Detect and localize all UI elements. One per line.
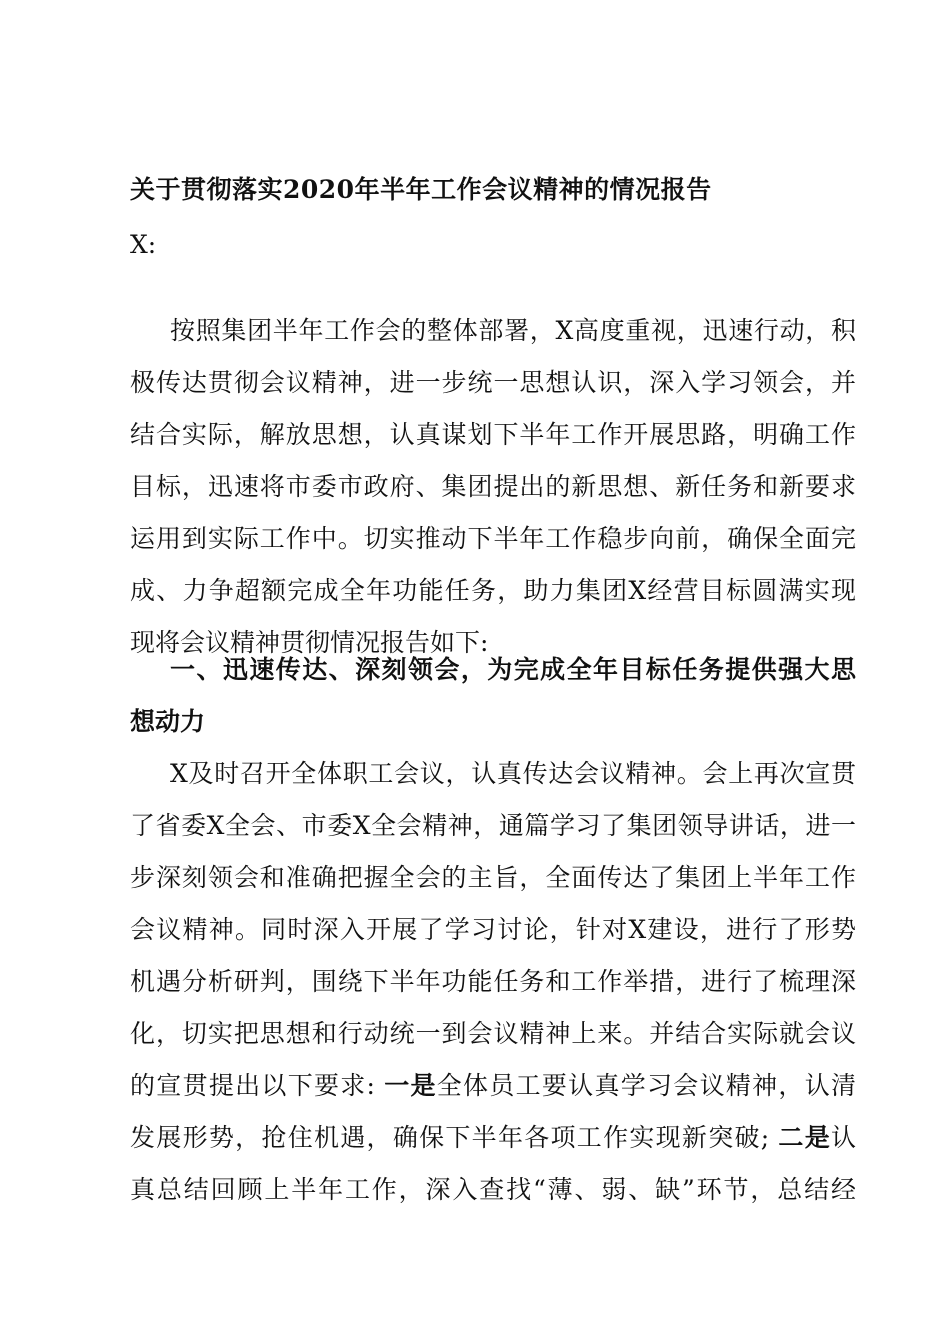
line-text: 的宣贯提出以下要求:: [130, 1071, 385, 1100]
paragraph-line: 结合实际，解放思想，认真谋划下半年工作开展思路，明确工作: [130, 420, 856, 449]
paragraph-line: 真总结回顾上半年工作，深入查找“薄、弱、缺”环节，总结经: [130, 1175, 856, 1204]
line-text: 认: [830, 1123, 856, 1152]
heading-line: 一、迅速传达、深刻领会，为完成全年目标任务提供强大思: [170, 655, 856, 684]
document-title: 关于贯彻落实2020年半年工作会议精神的情况报告: [130, 175, 712, 204]
paragraph-line-with-emphasis: [130, 1112, 856, 1164]
paragraph-line: 目标，迅速将市委市政府、集团提出的新思想、新任务和新要求: [130, 472, 856, 501]
paragraph-line: 成、力争超额完成全年功能任务，助力集团X经营目标圆满实现: [130, 576, 856, 605]
emphasis-text: 一是: [384, 1071, 437, 1100]
paragraph-line: 机遇分析研判，围绕下半年功能任务和工作举措，进行了梳理深: [130, 967, 856, 996]
paragraph-line: 化，切实把思想和行动统一到会议精神上来。并结合实际就会议: [130, 1019, 856, 1048]
paragraph-line: 现将会议精神贯彻情况报告如下:: [130, 628, 489, 657]
heading-line: 想动力: [130, 707, 206, 736]
paragraph-line: 按照集团半年工作会的整体部署，X高度重视，迅速行动，积: [170, 316, 856, 345]
paragraph-line: 极传达贯彻会议精神，进一步统一思想认识，深入学习领会，并: [130, 368, 856, 397]
line-text: 全体员工要认真学习会议精神，认清: [436, 1071, 856, 1100]
paragraph-line: 了省委X全会、市委X全会精神，通篇学习了集团领导讲话，进一: [130, 811, 856, 840]
section-heading: [130, 644, 856, 748]
paragraph-line-with-emphasis: [130, 1060, 856, 1112]
paragraph-line: X及时召开全体职工会议，认真传达会议精神。会上再次宣贯: [170, 759, 856, 788]
paragraph-line: 会议精神。同时深入开展了学习讨论，针对X建设，进行了形势: [130, 915, 856, 944]
salutation: X:: [130, 230, 157, 259]
paragraph-line: 步深刻领会和准确把握全会的主旨，全面传达了集团上半年工作: [130, 863, 856, 892]
section-paragraph: [130, 748, 856, 1216]
intro-paragraph: [130, 305, 856, 669]
line-text: 发展形势，抢住机遇，确保下半年各项工作实现新突破;: [130, 1123, 779, 1152]
emphasis-text: 二是: [778, 1123, 831, 1152]
paragraph-line: 运用到实际工作中。切实推动下半年工作稳步向前，确保全面完: [130, 524, 856, 553]
